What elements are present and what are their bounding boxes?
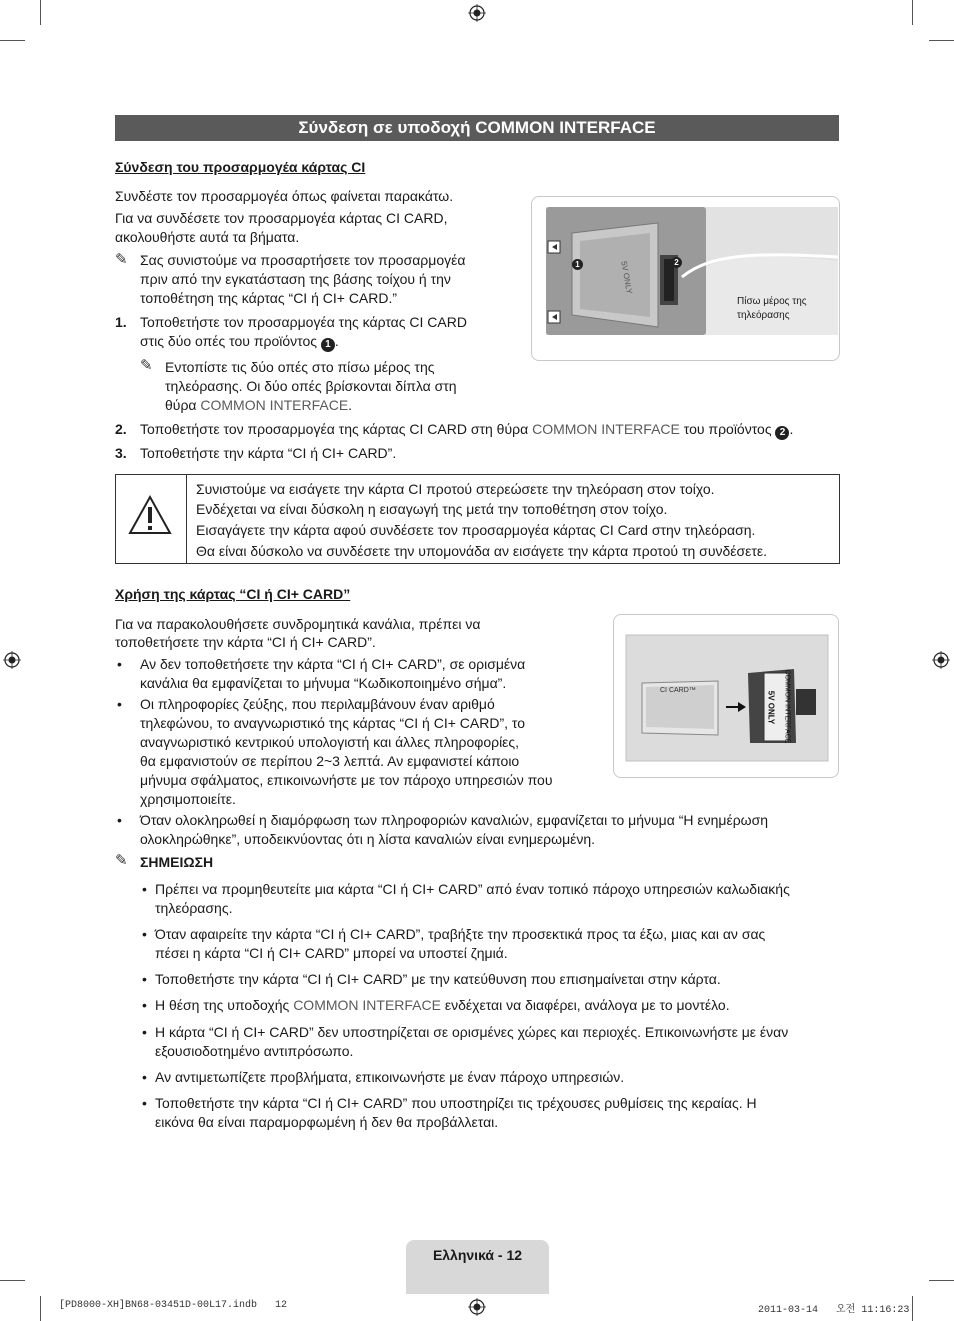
note-item: πέσει η κάρτα “CI ή CI+ CARD” μπορεί να υποστεί ζημιά. [155,945,508,961]
note-item: εξουσιοδοτημένο αντιπρόσωπο. [155,1043,354,1059]
marker-2: 2 [671,257,682,268]
crop-mark [912,1296,913,1321]
bullet-marker: • [117,812,122,828]
step-text-line: Τοποθετήστε τον προσαρμογέα της κάρτας CI CARD στη θύρα COMMON INTERFACE του προϊόντος 2 . [140,421,794,438]
bullet-text: χρησιμοποιείτε. [140,791,236,807]
note-bullet: • [142,881,147,897]
step-number: 2. [115,421,127,437]
tv-back-illustration [532,197,839,360]
note-text: τηλεόρασης. Οι δύο οπές βρίσκονται δίπλα στη [165,378,457,394]
crop-mark [40,1296,41,1321]
warning-text: Ενδέχεται να είναι δύσκολη η εισαγωγή της μετά την τοποθέτηση στον τοίχο. [196,501,668,517]
crop-mark [912,0,913,25]
bullet-text: Οι πληροφορίες ζεύξης, που περιλαμβάνουν έναν αριθμό [140,696,495,712]
registration-mark-icon [932,651,950,669]
note-item-line [155,995,730,1015]
slot-label: COMMON INTERFACE [783,669,791,744]
note-item: Τοποθετήστε την κάρτα “CI ή CI+ CARD” που υποστηρίζει τις τρέχουσες ρυθμίσεις της κεραίας. Η [155,1095,757,1111]
note-item: τηλεόρασης. [155,900,233,916]
warning-text: Συνιστούμε να εισάγετε την κάρτα CI προτού στερεώσετε την τηλεόραση στον τοίχο. [196,481,715,497]
bullet-text: Αν δεν τοποθετήσετε την κάρτα “CI ή CI+ CARD”, σε ορισμένα [140,656,526,672]
pencil-note-icon: ✎ [115,852,128,869]
pencil-note-icon: ✎ [115,251,128,268]
step-text: Τοποθετήστε την κάρτα “CI ή CI+ CARD”. [140,445,397,461]
bullet-text: ολοκληρώθηκε”, υποδεικνύοντας ότι η λίστα καναλιών είναι ενημερωμένη. [140,831,596,847]
note-item: Πρέπει να προμηθευτείτε μια κάρτα “CI ή CI+ CARD” από έναν τοπικό πάροχο υπηρεσιών καλωδιακής [155,881,790,897]
paragraph: τοποθετήσετε την κάρτα “CI ή CI+ CARD”. [115,634,376,650]
note-item: Η κάρτα “CI ή CI+ CARD” δεν υποστηρίζεται σε ορισμένες χώρες και περιοχές. Επικοινωνήστε με έναν [155,1024,789,1040]
note-text: Εντοπίστε τις δύο οπές στο πίσω μέρος της [165,359,435,375]
figure-caption: τηλεόρασης [737,310,790,321]
keyword-common-interface: COMMON INTERFACE [200,397,349,413]
note-item: Η θέση της υποδοχής [155,997,290,1013]
keyword-common-interface: COMMON INTERFACE [293,997,441,1013]
step-text: Τοποθετήστε τον προσαρμογέα της κάρτας CI CARD [140,314,467,330]
keyword-common-interface: COMMON INTERFACE [532,421,680,437]
subheading-ci-adapter: Σύνδεση του προσαρμογέα κάρτας CI [115,159,366,175]
footer-date: 2011-03-14 오전 11:16:23 [758,1305,910,1316]
marker-2: 2 [775,426,789,440]
warning-triangle-icon [128,495,172,535]
step-text: Τοποθετήστε τον προσαρμογέα της κάρτας CI CARD στη θύρα [140,421,529,437]
figure-ci-card-insert [613,614,839,778]
bullet-marker: • [117,696,122,712]
bullet-text: τηλεφώνου, το αναγνωριστικό της κάρτας “CI ή CI+ CARD”, το [140,715,525,731]
crop-mark [0,1280,25,1281]
note-bullet: • [142,1095,147,1111]
registration-mark-icon [468,4,486,22]
page-number-tab: Ελληνικά - 12 [406,1240,549,1294]
note-text: τοποθέτηση της κάρτας “CI ή CI+ CARD.” [140,290,398,306]
section-title: Σύνδεση σε υποδοχή COMMON INTERFACE [115,115,839,141]
note-text: θύρα [165,397,197,413]
crop-mark [0,40,25,41]
registration-mark-icon [3,651,21,669]
note-bullet: • [142,1024,147,1040]
bullet-text: Όταν ολοκληρωθεί η διαμόρφωση των πληροφοριών καναλιών, εμφανίζεται το μήνυμα “Η ενημέρωση [140,812,769,828]
note-item: Τοποθετήστε την κάρτα “CI ή CI+ CARD” με την κατεύθυνση που επισημαίνεται στην κάρτα. [155,971,721,987]
crop-mark [929,1280,954,1281]
note-bullet: • [142,926,147,942]
slot-label: 5V ONLY [766,690,776,725]
note-bullet: • [142,1069,147,1085]
note-bullet: • [142,971,147,987]
paragraph: Συνδέστε τον προσαρμογέα όπως φαίνεται παρακάτω. [115,188,454,204]
note-item: ενδέχεται να διαφέρει, ανάλογα με το μοντέλο. [444,997,730,1013]
bullet-marker: • [117,656,122,672]
warning-box [115,474,840,564]
pencil-note-icon: ✎ [140,357,153,374]
ci-card-illustration [614,615,838,777]
ci-card-label: CI CARD™ [660,687,696,694]
footer-file-info: [PD8000-XH]BN68-03451D-00L17.indb 12 [59,1300,288,1311]
bullet-text: αναγνωριστικό κεντρικού υπολογιστή και άλλες πληροφορίες, [140,734,520,750]
bullet-text: θα εμφανιστούν σε περίπου 2~3 λεπτά. Αν εμφανιστεί κάποιο [140,753,520,769]
registration-mark-icon [468,1298,486,1316]
adapter-text: 5V ONLY [619,260,634,295]
figure-caption: Πίσω μέρος της [737,296,807,307]
step-number: 3. [115,445,127,461]
bullet-text: μήνυμα σφάλματος, επικοινωνήστε με τον πάροχο υπηρεσιών που [140,772,553,788]
warning-text: Θα είναι δύσκολο να συνδέσετε την υπομονάδα αν εισάγετε την κάρτα προτού τη συνδέσετε. [196,543,768,559]
note-item: εικόνα θα είναι παραμορφωμένη ή δεν θα προβάλλεται. [155,1114,499,1130]
note-text: Σας συνιστούμε να προσαρτήσετε τον προσαρμογέα [140,252,466,268]
bullet-text: κανάλια θα εμφανίζεται το μήνυμα “Κωδικοποιημένο σήμα”. [140,675,507,691]
step-text: στις δύο οπές του προϊόντος [140,333,318,349]
note-label: ΣΗΜΕΙΩΣΗ [140,854,214,870]
note-item: Αν αντιμετωπίζετε προβλήματα, επικοινωνήστε με έναν πάροχο υπηρεσιών. [155,1069,625,1085]
note-item: Όταν αφαιρείτε την κάρτα “CI ή CI+ CARD”, τραβήξτε την προσεκτικά προς τα έξω, μιας και αν σας [155,926,766,942]
figure-tv-back-adapter [531,196,840,361]
crop-mark [40,0,41,25]
divider [186,475,187,563]
marker-1: 1 [321,338,335,352]
step-text-line: στις δύο οπές του προϊόντος 1 . [140,333,339,350]
paragraph: Για να συνδέσετε τον προσαρμογέα κάρτας CI CARD, [115,210,448,226]
paragraph: Για να παρακολουθήσετε συνδρομητικά κανάλια, πρέπει να [115,616,481,632]
note-text: πριν από την εγκατάσταση της βάσης τοίχου ή την [140,271,451,287]
crop-mark [929,40,954,41]
step-text: του προϊόντος [683,421,772,437]
paragraph: ακολουθήστε αυτά τα βήματα. [115,229,300,245]
step-number: 1. [115,314,127,330]
note-bullet: • [142,997,147,1013]
note-text-line: θύρα COMMON INTERFACE. [165,397,353,413]
subheading-ci-card-usage: Χρήση της κάρτας “CI ή CI+ CARD” [115,586,351,602]
warning-text: Εισαγάγετε την κάρτα αφού συνδέσετε τον προσαρμογέα κάρτας CI Card στην τηλεόραση. [196,522,756,538]
marker-1: 1 [572,259,583,270]
